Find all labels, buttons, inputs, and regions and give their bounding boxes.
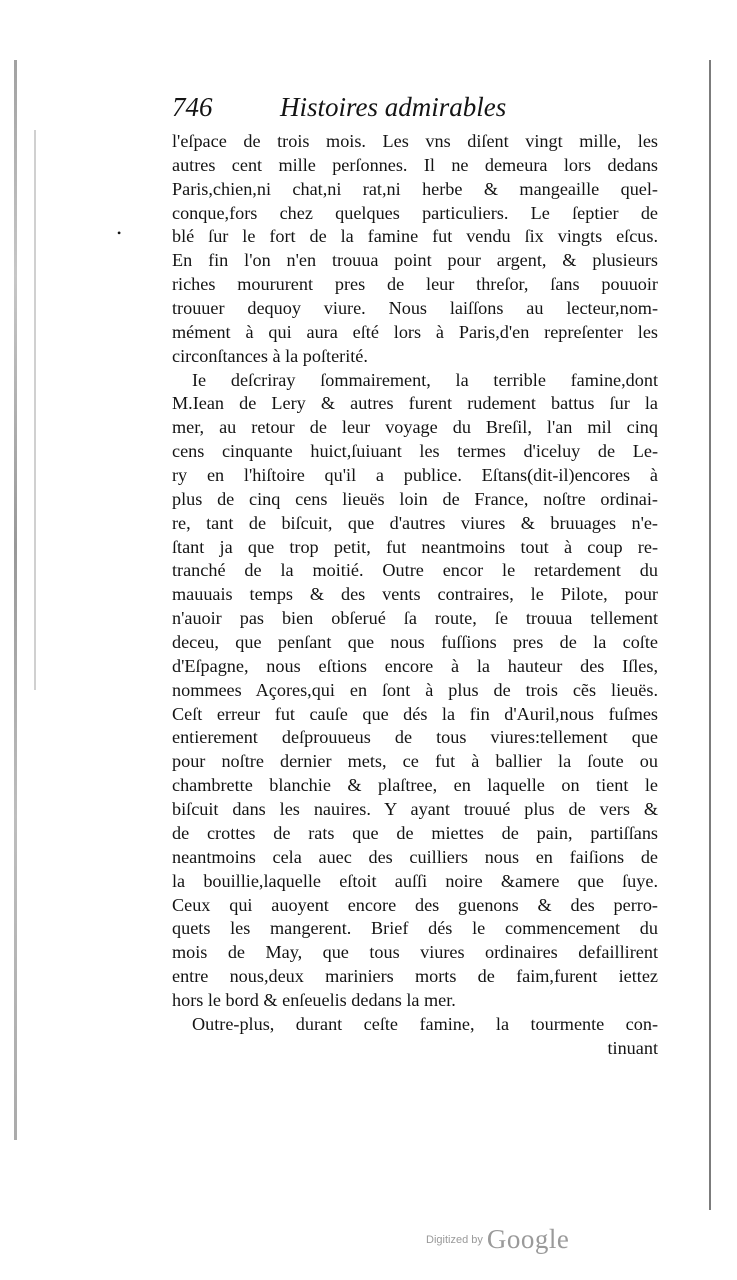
text-line: M.Iean de Lery & autres furent rudement battus ſur la <box>172 393 658 414</box>
text-line: riches moururent pres de leur threſor, ſans pouuoir <box>172 274 658 295</box>
text-line: mer, au retour de leur voyage du Breſil, l'an mil cinq <box>172 417 658 438</box>
text-line: mément à qui aura eſté lors à Paris,d'en repreſenter les <box>172 321 658 342</box>
text-line: ry en l'hiſtoire qu'il a publice. Eſtans(dit-il)encores à <box>172 465 658 486</box>
text-line: d'Eſpagne, nous eſtions encore à la hauteur des Iſles, <box>172 655 658 676</box>
watermark-prefix: Digitized by <box>426 1233 483 1246</box>
scan-edge-mark-right <box>709 60 711 1210</box>
text-line: cens cinquante huict,ſuiuant les termes d'iceluy de Le- <box>172 441 658 462</box>
text-line: neantmoins cela auec des cuilliers nous en faiſions de <box>172 846 658 867</box>
text-line: blé ſur le fort de la famine fut vendu ſix vingts eſcus. <box>172 226 658 247</box>
text-line: conque,fors chez quelques particuliers. Le ſeptier de <box>172 202 658 223</box>
text-line: pour noſtre dernier mets, ce fut à ballier la ſoute ou <box>172 751 658 772</box>
digitization-watermark <box>426 1224 569 1255</box>
text-line: trouuer dequoy viure. Nous laiſſons au lecteur,nom- <box>172 298 658 319</box>
text-line: tranché de la moitié. Outre encor le retardement du <box>172 560 658 581</box>
text-line: re, tant de biſcuit, que d'autres viures & bruuages n'e- <box>172 512 658 533</box>
text-line: hors le bord & enſeuelis dedans la mer. <box>172 989 456 1010</box>
text-line: Paris,chien,ni chat,ni rat,ni herbe & mangeaille quel- <box>172 178 658 199</box>
text-line: mois de May, que tous viures ordinaires defaillirent <box>172 942 658 963</box>
text-line: l'eſpace de trois mois. Les vns diſent vingt mille, les <box>172 131 658 151</box>
text-line: mauuais temps & des vents contraires, le Pilote, pour <box>172 584 658 605</box>
text-line: Ceſt erreur fut cauſe que dés la fin d'Auril,nous fuſmes <box>172 703 658 724</box>
text-line: nommees Açores,qui en ſont à plus de trois cẽs lieuës. <box>172 679 658 700</box>
page-number: 746 <box>172 92 213 122</box>
text-line: biſcuit dans les nauires. Y ayant trouué plus de vers & <box>172 799 658 820</box>
text-line: circonſtances à la poſterité. <box>172 345 368 366</box>
text-line: entre nous,deux mariniers morts de faim,furent iettez <box>172 966 658 987</box>
page-body-text <box>172 130 658 1061</box>
text-line: chambrette blanchie & plaſtree, en laquelle on tient le <box>172 775 658 796</box>
text-line: entierement deſprouueus de tous viures:tellement que <box>172 727 658 748</box>
text-line: de crottes de rats que de miettes de pain, partiſſans <box>172 822 658 843</box>
text-line: quets les mangerent. Brief dés le commencement du <box>172 918 658 939</box>
catchword: tinuant <box>607 1037 658 1058</box>
paragraph-start-line: Ie deſcriray ſommairement, la terrible famine,dont <box>192 369 658 390</box>
ink-dot-mark: • <box>117 226 122 240</box>
text-line: autres cent mille perſonnes. Il ne demeura lors dedans <box>172 154 658 175</box>
text-line: ſtant ja que trop petit, fut neantmoins tout à coup re- <box>172 536 658 557</box>
paragraph-start-line: Outre-plus, durant ceſte famine, la tourmente con- <box>192 1013 658 1034</box>
scan-edge-mark-left-inner <box>34 130 36 690</box>
text-line: Ceux qui auoyent encore des guenons & des perro- <box>172 894 658 915</box>
watermark-brand: Google <box>486 1224 570 1254</box>
running-head <box>172 94 662 121</box>
text-line: plus de cinq cens lieuës loin de France, noſtre ordinai- <box>172 488 658 509</box>
text-line: la bouillie,laquelle eſtoit auſſi noire &amere que ſuye. <box>172 870 658 891</box>
text-line: deceu, que penſant que nous fuſſions pres de la coſte <box>172 632 658 653</box>
text-line: n'auoir pas bien obſerué ſa route, ſe trouua tellement <box>172 608 658 629</box>
running-head-title: Histoires admirables <box>280 92 507 122</box>
scan-edge-mark-left <box>14 60 17 1140</box>
text-line: En fin l'on n'en trouua point pour argent, & plusieurs <box>172 250 658 271</box>
